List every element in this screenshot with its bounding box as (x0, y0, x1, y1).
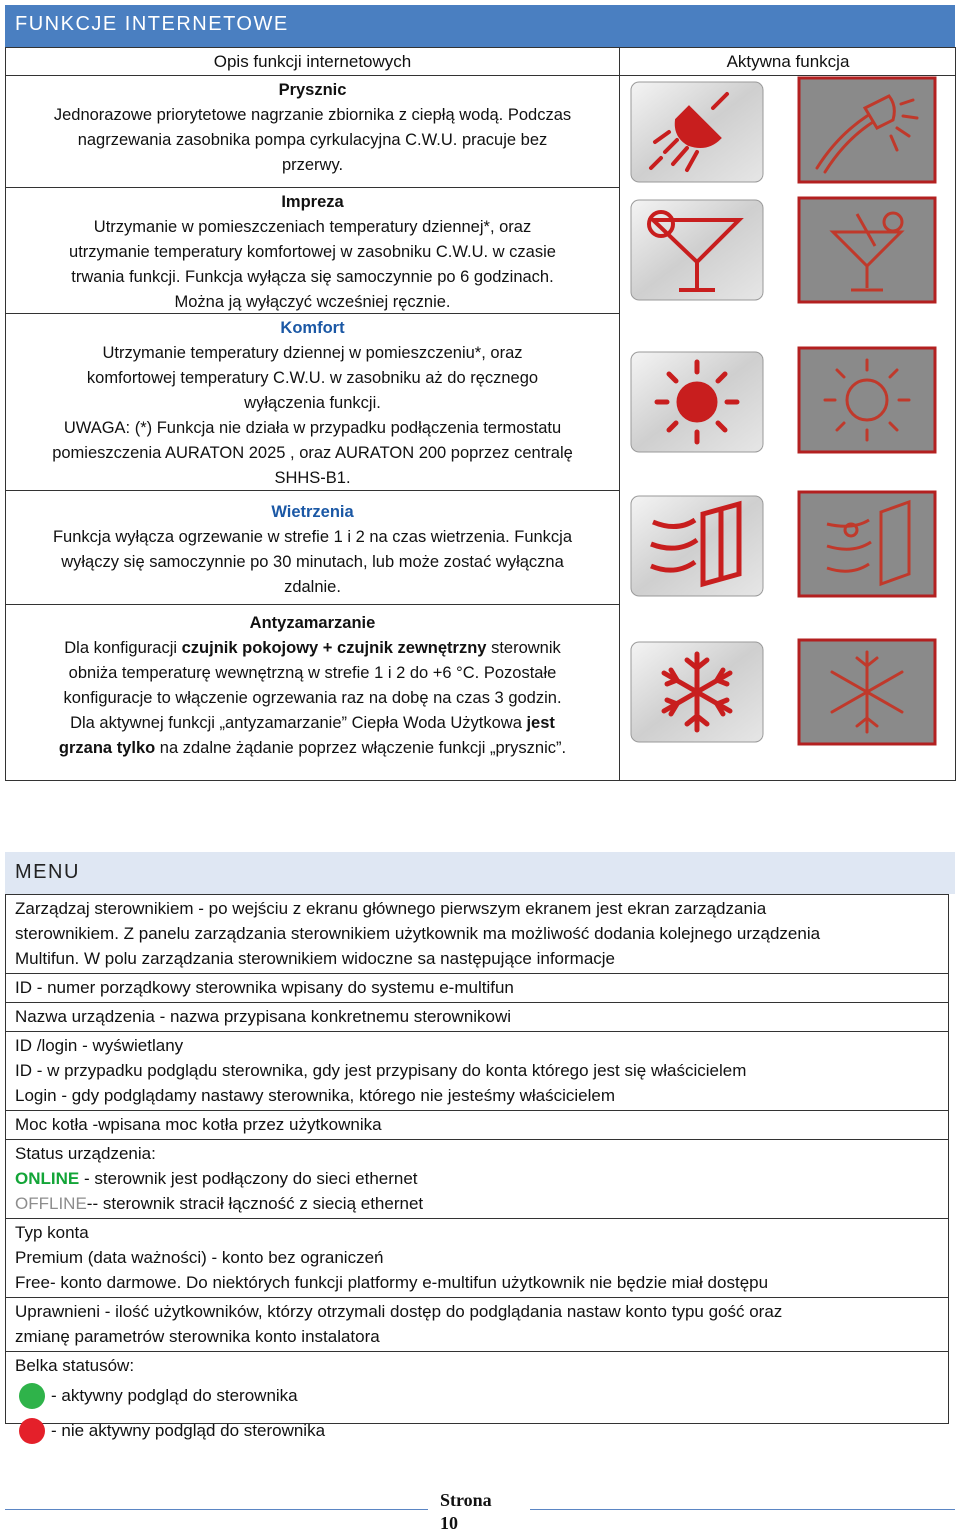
function-title: Komfort (280, 319, 345, 337)
menu-login-row (6, 1032, 948, 1111)
window-active-icon (797, 490, 937, 598)
text-line: Typ konta (15, 1223, 89, 1242)
text-line: Login - gdy podglądamy nastawy sterownika, którego nie jesteśmy właścicielem (15, 1086, 616, 1105)
text-span: -- sterownik stracił łączność z siecią ethernet (86, 1194, 424, 1213)
footer-rule-right (530, 1509, 955, 1510)
section-header-internet-functions (5, 5, 955, 47)
text-span: - nie aktywny podgląd do sterownika (51, 1421, 326, 1440)
text-line: Nazwa urządzenia - nazwa przypisana konkretnemu sterownikowi (15, 1007, 512, 1026)
function-desc-line: UWAGA: (*) Funkcja nie działa w przypadku podłączenia termostatu (63, 419, 562, 437)
text-line: Moc kotła -wpisana moc kotła przez użytkownika (15, 1115, 382, 1134)
bold-span: grzana tylko (58, 739, 156, 757)
text-line: zmianę parametrów sterownika konto instalatora (15, 1327, 380, 1346)
text-line: Zarządzaj sterownikiem - po wejściu z ekranu głównego pierwszym ekranem jest ekran zarządzania (15, 899, 767, 918)
function-row-antifreeze (6, 605, 619, 780)
section-header-menu (5, 852, 955, 894)
menu-intro-row (6, 895, 948, 974)
function-desc-line: konfiguracje to włączenie ogrzewania raz na dobę na czas 3 godzin. (63, 689, 562, 707)
online-status-label: ONLINE (15, 1169, 80, 1188)
text-line: Premium (data ważności) - konto bez ograniczeń (15, 1248, 384, 1267)
function-desc-line: trwania funkcji. Funkcja wyłącza się samoczynnie po 6 godzinach. (71, 268, 554, 286)
text-line: Multifun. W polu zarządzania sterownikiem widoczne sa następujące informacje (15, 949, 616, 968)
menu-id-row (6, 974, 948, 1003)
function-title: Antyzamarzanie (249, 614, 376, 632)
snowflake-icon (627, 638, 767, 746)
page-number-value: 10 (440, 1513, 458, 1533)
text-line: Belka statusów: (15, 1356, 135, 1375)
green-dot-icon (19, 1383, 45, 1409)
online-line (15, 1166, 939, 1191)
function-desc-line: Utrzymanie w pomieszczeniach temperatury dziennej*, oraz (93, 218, 532, 236)
column-divider (619, 48, 620, 780)
menu-account-row (6, 1219, 948, 1298)
active-legend (15, 1378, 939, 1413)
text-span: Dla konfiguracji (64, 639, 182, 657)
section-title: FUNKCJE INTERNETOWE (15, 13, 289, 35)
menu-name-row (6, 1003, 948, 1032)
function-desc-line: Funkcja wyłącza ogrzewanie w strefie 1 i 2 na czas wietrzenia. Funkcja (52, 528, 573, 546)
function-desc-line: SHHS-B1. (274, 469, 351, 487)
function-row-ventilation (6, 491, 619, 605)
text-line: ID - w przypadku podglądu sterownika, gdy jest przypisany do konta którego jest się właścicielem (15, 1061, 747, 1080)
function-desc-line: wyłączy się samoczynnie po 30 minutach, lub może zostać wyłączna (61, 553, 564, 571)
shower-active-icon (797, 76, 937, 184)
function-row-shower (6, 76, 619, 188)
text-line: sterownikiem. Z panelu zarządzania sterownikiem użytkownik ma możliwość dodania kolejnego urządzenia (15, 924, 821, 943)
snowflake-active-icon (797, 638, 937, 746)
inactive-legend (15, 1413, 939, 1448)
menu-info-table (5, 894, 949, 1440)
function-desc-line (18, 736, 607, 761)
text-span: sterownik (486, 639, 561, 657)
function-row-party (6, 188, 619, 314)
text-line: ID - numer porządkowy sterownika wpisany do systemu e-multifun (15, 978, 514, 997)
function-desc-line: Można ją wyłączyć wcześniej ręcznie. (174, 293, 451, 311)
function-desc-line (18, 711, 607, 736)
offline-status-label: OFFLINE (15, 1194, 87, 1213)
text-line: ID /login - wyświetlany (15, 1036, 184, 1055)
menu-power-row (6, 1111, 948, 1140)
column-header-description: Opis funkcji internetowych (213, 52, 412, 71)
function-title: Wietrzenia (271, 503, 354, 521)
text-span: - aktywny podgląd do sterownika (51, 1386, 298, 1405)
sun-icon (627, 348, 767, 456)
function-desc-line: utrzymanie temperatury komfortowej w zasobniku C.W.U. w czasie (69, 243, 556, 261)
function-desc-line: Jednorazowe priorytetowe nagrzanie zbiornika z ciepłą wodą. Podczas (53, 106, 572, 124)
text-span: na zdalne żądanie poprzez włączenie funkcji „prysznic”. (155, 739, 567, 757)
text-span: Dla aktywnej funkcji „antyzamarzanie” Ciepła Woda Użytkowa (70, 714, 527, 732)
cocktail-active-icon (797, 196, 937, 304)
menu-section-title: MENU (15, 861, 80, 883)
sun-active-icon (797, 346, 937, 454)
function-desc-line (18, 636, 607, 661)
function-desc-line: pomieszczenia AURATON 2025 , oraz AURATON 200 poprzez centralę (52, 444, 573, 462)
function-desc-line: wyłączenia funkcji. (244, 394, 381, 412)
function-desc-line: przerwy. (281, 156, 344, 174)
function-desc-line: zdalnie. (284, 578, 341, 596)
column-header-active-function: Aktywna funkcja (726, 52, 850, 71)
shower-icon (627, 78, 767, 186)
function-desc-line: obniża temperaturę wewnętrzną w strefie 1 i 2 do +6 °C. Pozostałe (68, 664, 557, 682)
function-desc-line: nagrzewania zasobnika pompa cyrkulacyjna C.W.U. pracuje bez (77, 131, 548, 149)
page-number (440, 1489, 492, 1535)
function-title: Impreza (281, 193, 344, 211)
page-label: Strona (440, 1490, 492, 1510)
bold-span: jest (526, 714, 555, 732)
function-desc-line: komfortowej temperatury C.W.U. w zasobniku aż do ręcznego (86, 369, 539, 387)
cocktail-icon (627, 196, 767, 304)
offline-line (15, 1191, 939, 1216)
function-row-comfort (6, 314, 619, 491)
function-desc-line: Utrzymanie temperatury dziennej w pomieszczeniu*, oraz (102, 344, 523, 362)
menu-status-row (6, 1140, 948, 1219)
text-span: - sterownik jest podłączony do sieci ethernet (79, 1169, 418, 1188)
bold-span: czujnik pokojowy + czujnik zewnętrzny (181, 639, 487, 657)
text-line: Uprawnieni - ilość użytkowników, którzy otrzymali dostęp do podglądania nastaw konto typu gość oraz (15, 1302, 783, 1321)
menu-status-belt-row (6, 1352, 948, 1450)
function-title: Prysznic (278, 81, 347, 99)
red-dot-icon (19, 1418, 45, 1444)
menu-permissions-row (6, 1298, 948, 1352)
window-icon (627, 492, 767, 600)
text-line: Status urządzenia: (15, 1144, 156, 1163)
footer-rule-left (5, 1509, 428, 1510)
text-line: Free- konto darmowe. Do niektórych funkcji platformy e-multifun użytkownik nie będzie miał dostępu (15, 1273, 769, 1292)
